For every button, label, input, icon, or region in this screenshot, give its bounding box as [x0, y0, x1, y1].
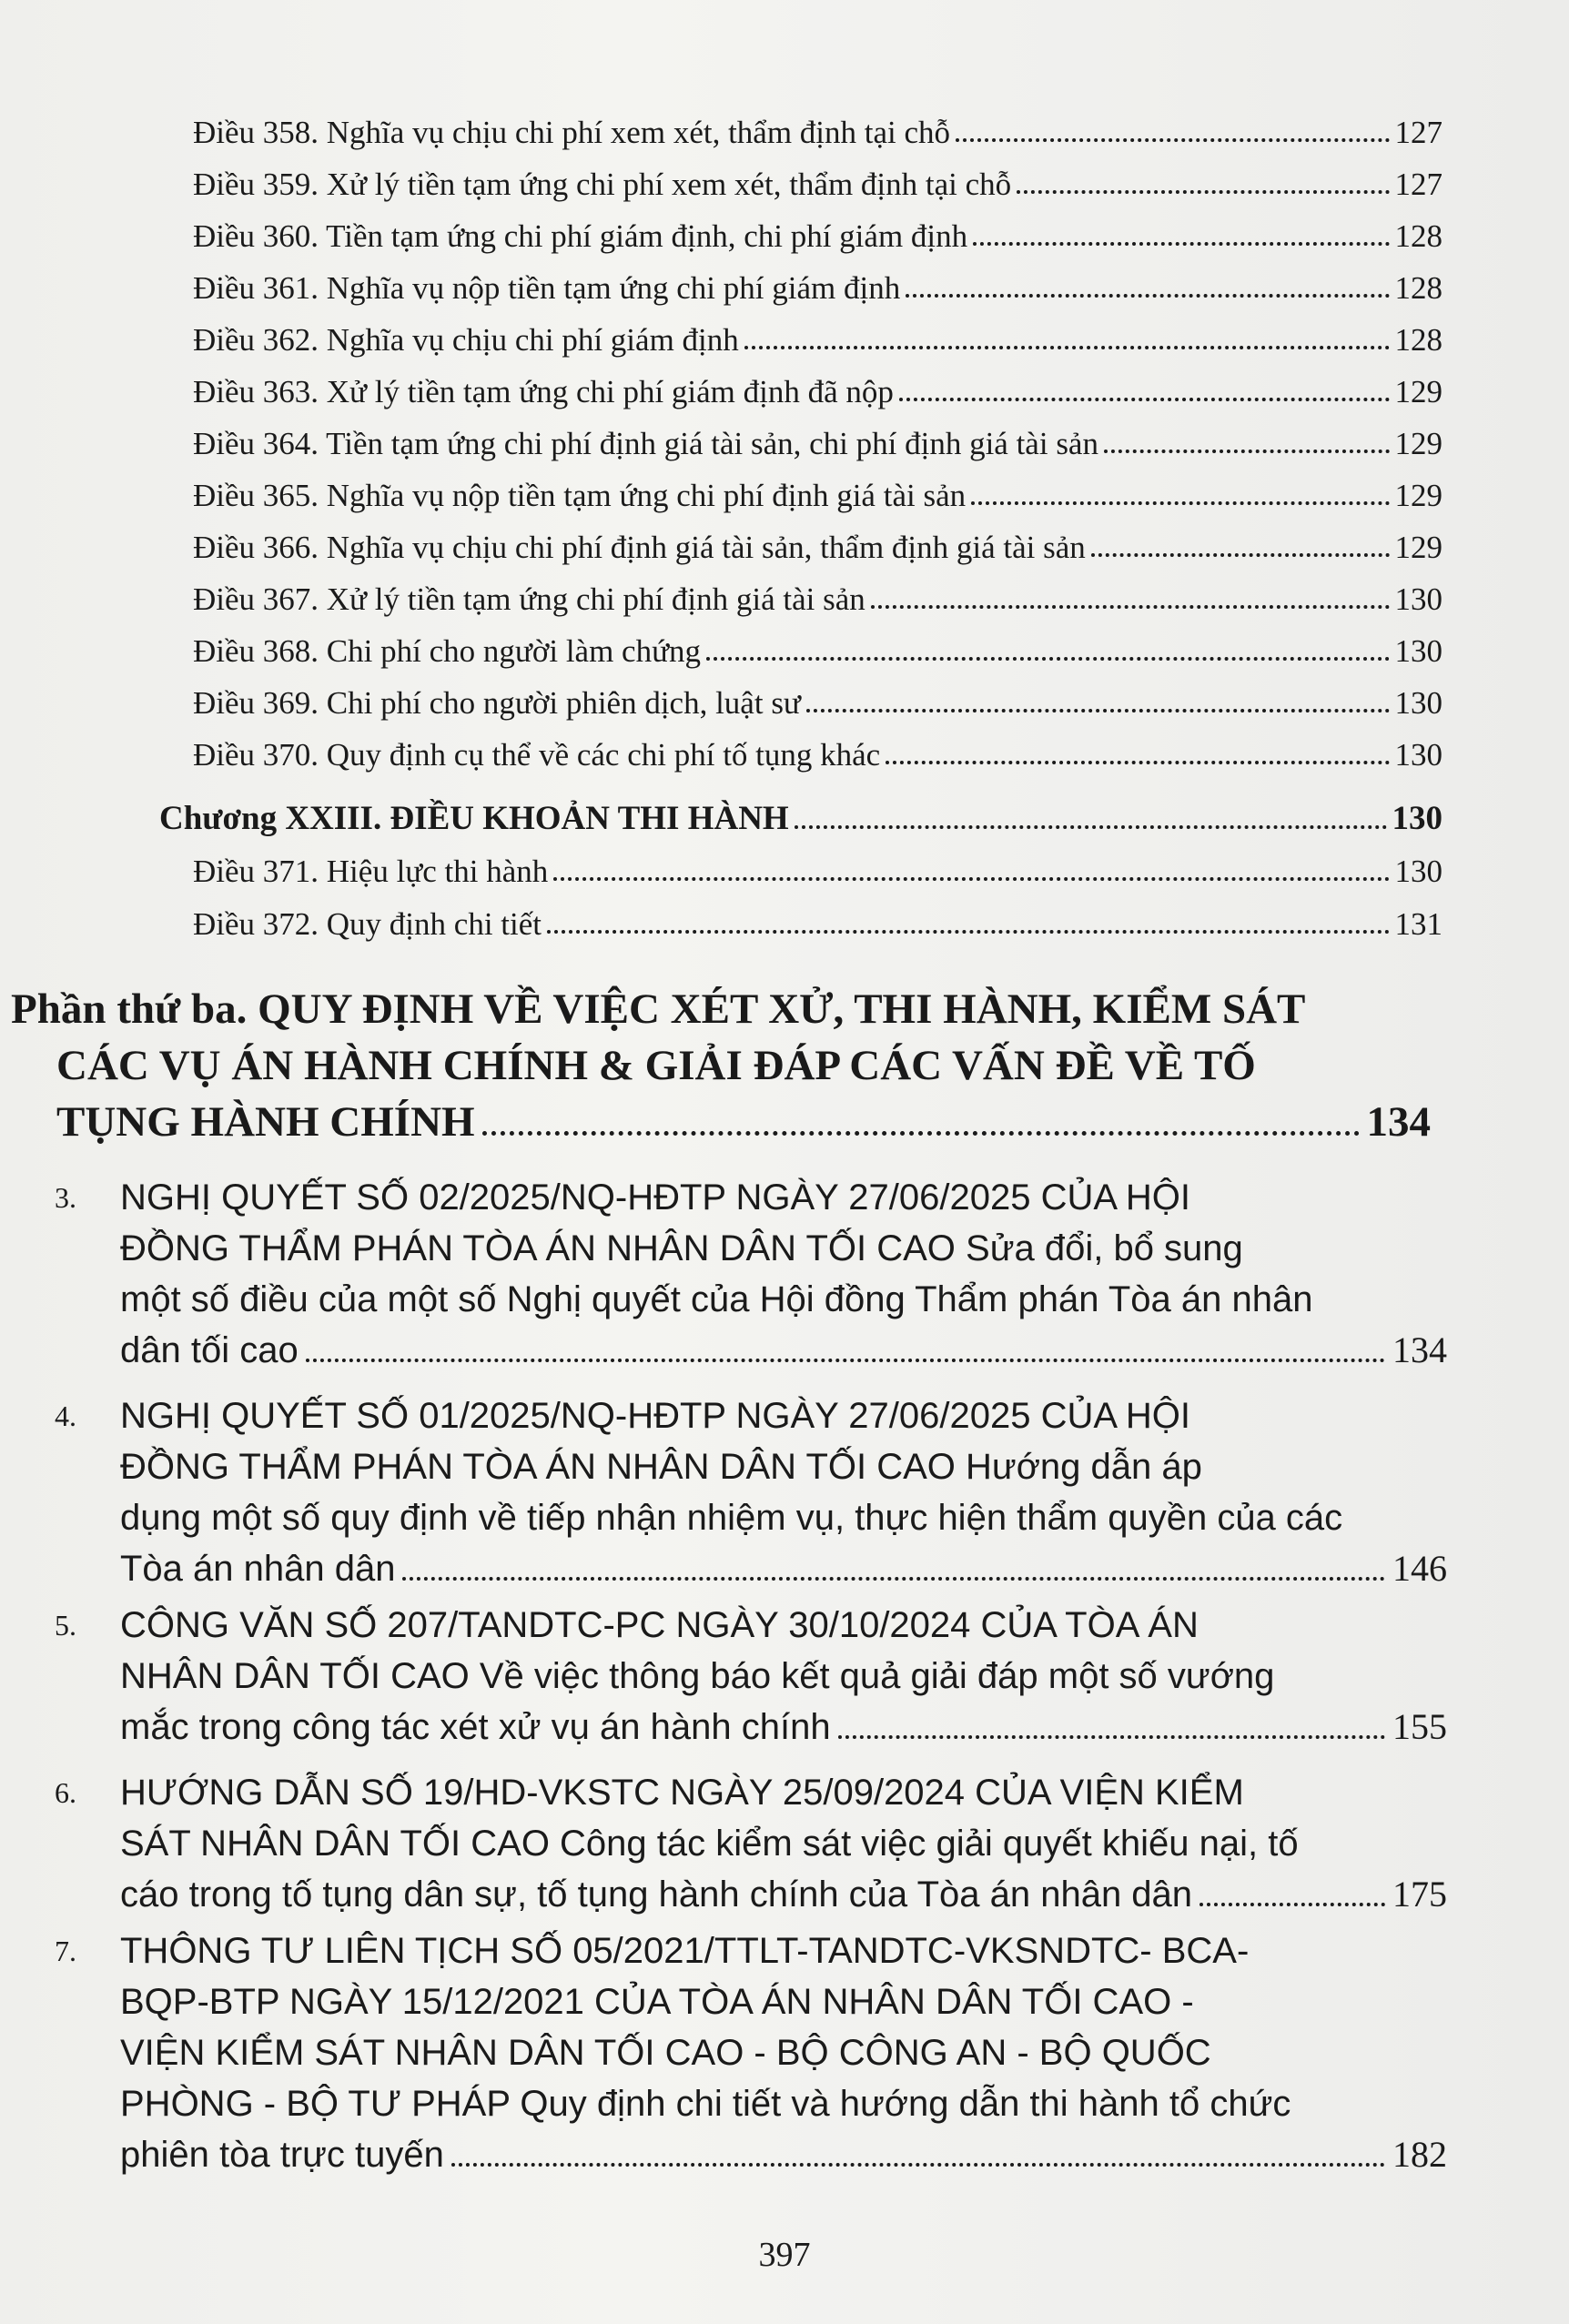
- entry-line: dụng một số quy định về tiếp nhận nhiệm vụ, thực hiện thẩm quyền của các: [120, 1498, 1343, 1538]
- leader-dots: [1200, 1903, 1385, 1906]
- entry-line: phiên tòa trực tuyến: [120, 2135, 444, 2175]
- toc-chapter-xxiii: [159, 799, 1442, 838]
- toc-article-label: Điều 361. Nghĩa vụ nộp tiền tạm ứng chi phí giám định: [193, 270, 901, 306]
- entry-line: NGHỊ QUYẾT SỐ 01/2025/NQ-HĐTP NGÀY 27/06/2025 CỦA HỘI: [120, 1396, 1191, 1436]
- toc-page-number: 128: [1394, 270, 1442, 306]
- toc-article-365: [193, 478, 1442, 514]
- toc-chapter-label: Chương XXIII. ĐIỀU KHOẢN THI HÀNH: [159, 800, 789, 837]
- entry-line: NHÂN DÂN TỐI CAO Về việc thông báo kết quả giải đáp một số vướng: [120, 1656, 1275, 1696]
- leader-dots: [956, 138, 1389, 142]
- leader-dots: [838, 1735, 1385, 1739]
- entry-last-line: [120, 1325, 1447, 1376]
- toc-article-360: [193, 218, 1442, 255]
- toc-article-label: Điều 365. Nghĩa vụ nộp tiền tạm ứng chi phí định giá tài sản: [193, 478, 967, 513]
- toc-article-label: Điều 372. Quy định chi tiết: [193, 906, 542, 942]
- toc-page-number: 128: [1394, 218, 1442, 254]
- leader-dots: [1091, 553, 1390, 557]
- toc-page-number: 130: [1392, 800, 1442, 837]
- entry-line: VIỆN KIỂM SÁT NHÂN DÂN TỐI CAO - BỘ CÔNG AN - BỘ QUỐC: [120, 2033, 1211, 2073]
- entry-line: một số điều của một số Nghị quyết của Hội đồng Thẩm phán Tòa án nhân: [120, 1279, 1313, 1319]
- toc-page-number: 134: [1392, 1329, 1447, 1370]
- toc-page-number: 182: [1392, 2134, 1447, 2175]
- toc-page-number: 155: [1392, 1706, 1447, 1747]
- toc-page-number: 129: [1394, 426, 1442, 461]
- toc-article-361: [193, 270, 1442, 307]
- part-title-2: CÁC VỤ ÁN HÀNH CHÍNH & GIẢI ĐÁP CÁC VẤN ĐỀ VỀ TỐ: [56, 1042, 1256, 1089]
- leader-dots: [547, 930, 1389, 934]
- entry-number: 6.: [55, 1776, 76, 1809]
- leader-dots: [1104, 450, 1390, 453]
- toc-article-label: Điều 359. Xử lý tiền tạm ứng chi phí xem xét, thẩm định tại chỗ: [193, 167, 1012, 202]
- toc-article-label: Điều 363. Xử lý tiền tạm ứng chi phí giám định đã nộp: [193, 374, 894, 409]
- toc-article-368: [193, 633, 1442, 670]
- leader-dots: [706, 657, 1389, 661]
- entry-last-line: [120, 1543, 1447, 1594]
- toc-page-number: 134: [1366, 1098, 1431, 1146]
- toc-article-label: Điều 362. Nghĩa vụ chịu chi phí giám định: [193, 322, 739, 358]
- part-heading-line-1: [11, 981, 1431, 1037]
- toc-page-number: 127: [1394, 167, 1442, 202]
- toc-article-358: [193, 115, 1442, 151]
- part-heading-last-line: [11, 1094, 1431, 1150]
- entry-number: 4.: [55, 1399, 76, 1432]
- toc-page-number: 175: [1392, 1874, 1447, 1915]
- entry-last-line: [120, 1702, 1447, 1753]
- toc-article-359: [193, 167, 1442, 203]
- toc-page-number: 130: [1394, 633, 1442, 669]
- toc-page-number: 129: [1394, 374, 1442, 409]
- toc-entry-6: [55, 1767, 1447, 1920]
- toc-article-367: [193, 581, 1442, 618]
- entry-last-line: [120, 2129, 1447, 2180]
- entry-line: cáo trong tố tụng dân sự, tố tụng hành chính của Tòa án nhân dân: [120, 1874, 1193, 1915]
- part-title-3: TỤNG HÀNH CHÍNH: [56, 1098, 475, 1146]
- entry-number: 5.: [55, 1609, 76, 1642]
- toc-article-label: Điều 370. Quy định cụ thể về các chi phí tố tụng khác: [193, 737, 881, 773]
- entry-line: ĐỒNG THẨM PHÁN TÒA ÁN NHÂN DÂN TỐI CAO Hướng dẫn áp: [120, 1447, 1202, 1487]
- toc-article-label: Điều 368. Chi phí cho người làm chứng: [193, 633, 702, 669]
- toc-article-label: Điều 371. Hiệu lực thi hành: [193, 854, 549, 889]
- toc-page-number: 130: [1394, 581, 1442, 617]
- entry-line: CÔNG VĂN SỐ 207/TANDTC-PC NGÀY 30/10/2024 CỦA TÒA ÁN: [120, 1605, 1199, 1645]
- toc-article-label: Điều 367. Xử lý tiền tạm ứng chi phí định giá tài sản: [193, 581, 865, 617]
- entry-line: HƯỚNG DẪN SỐ 19/HD-VKSTC NGÀY 25/09/2024 CỦA VIỆN KIỂM: [120, 1773, 1244, 1813]
- toc-article-label: Điều 366. Nghĩa vụ chịu chi phí định giá tài sản, thẩm định giá tài sản: [193, 530, 1086, 565]
- part-prefix: Phần thứ ba.: [11, 985, 248, 1033]
- leader-dots: [451, 2163, 1385, 2167]
- leader-dots: [871, 605, 1390, 609]
- toc-page-number: 130: [1394, 854, 1442, 889]
- entry-line: dân tối cao: [120, 1330, 299, 1370]
- entry-line: PHÒNG - BỘ TƯ PHÁP Quy định chi tiết và hướng dẫn thi hành tổ chức: [120, 2084, 1291, 2124]
- entry-line: ĐỒNG THẨM PHÁN TÒA ÁN NHÂN DÂN TỐI CAO Sửa đổi, bổ sung: [120, 1228, 1243, 1268]
- leader-dots: [306, 1359, 1385, 1362]
- toc-entry-7: [55, 1925, 1447, 2180]
- entry-line: NGHỊ QUYẾT SỐ 02/2025/NQ-HĐTP NGÀY 27/06/2025 CỦA HỘI: [120, 1177, 1191, 1218]
- leader-dots: [795, 825, 1387, 829]
- toc-entry-3: [55, 1172, 1447, 1376]
- leader-dots: [553, 877, 1389, 881]
- toc-page-number: 131: [1394, 906, 1442, 942]
- toc-page-number: 129: [1394, 478, 1442, 513]
- toc-article-371: [193, 854, 1442, 890]
- toc-article-370: [193, 737, 1442, 773]
- entry-number: 7.: [55, 1935, 76, 1967]
- toc-entry-5: [55, 1600, 1447, 1753]
- toc-page-number: 127: [1394, 115, 1442, 150]
- toc-article-369: [193, 685, 1442, 722]
- toc-page-number: 128: [1394, 322, 1442, 358]
- entry-line: THÔNG TƯ LIÊN TỊCH SỐ 05/2021/TTLT-TANDTC-VKSNDTC- BCA-: [120, 1931, 1250, 1971]
- entry-line: BQP-BTP NGÀY 15/12/2021 CỦA TÒA ÁN NHÂN DÂN TỐI CAO -: [120, 1982, 1194, 2022]
- toc-page-number: 130: [1394, 685, 1442, 721]
- entry-number: 3.: [55, 1181, 76, 1214]
- entry-last-line: [120, 1869, 1447, 1920]
- toc-article-label: Điều 364. Tiền tạm ứng chi phí định giá tài sản, chi phí định giá tài sản: [193, 426, 1098, 461]
- leader-dots: [806, 709, 1390, 712]
- entry-line: SÁT NHÂN DÂN TỐI CAO Công tác kiểm sát việc giải quyết khiếu nại, tố: [120, 1824, 1299, 1864]
- leader-dots: [906, 294, 1389, 298]
- toc-entry-4: [55, 1390, 1447, 1594]
- page-number: 397: [758, 2236, 811, 2274]
- toc-part-three: [11, 981, 1431, 1150]
- toc-article-363: [193, 374, 1442, 410]
- toc-article-364: [193, 426, 1442, 462]
- toc-article-label: Điều 358. Nghĩa vụ chịu chi phí xem xét, thẩm định tại chỗ: [193, 115, 951, 150]
- toc-article-366: [193, 530, 1442, 566]
- toc-article-372: [193, 906, 1442, 943]
- leader-dots: [1017, 190, 1389, 194]
- toc-article-362: [193, 322, 1442, 359]
- leader-dots: [886, 761, 1389, 764]
- leader-dots: [971, 501, 1389, 505]
- entry-line: Tòa án nhân dân: [120, 1549, 396, 1589]
- leader-dots: [899, 398, 1390, 401]
- toc-page-number: 146: [1392, 1548, 1447, 1589]
- leader-dots: [402, 1577, 1385, 1581]
- toc-article-label: Điều 369. Chi phí cho người phiên dịch, luật sư: [193, 685, 801, 721]
- toc-page-number: 130: [1394, 737, 1442, 773]
- toc-page-number: 129: [1394, 530, 1442, 565]
- entry-line: mắc trong công tác xét xử vụ án hành chính: [120, 1707, 831, 1747]
- leader-dots: [973, 242, 1389, 246]
- leader-dots: [482, 1131, 1360, 1136]
- toc-article-label: Điều 360. Tiền tạm ứng chi phí giám định, chi phí giám định: [193, 218, 968, 254]
- leader-dots: [744, 346, 1390, 349]
- part-title-1: QUY ĐỊNH VỀ VIỆC XÉT XỬ, THI HÀNH, KIỂM SÁT: [258, 985, 1306, 1033]
